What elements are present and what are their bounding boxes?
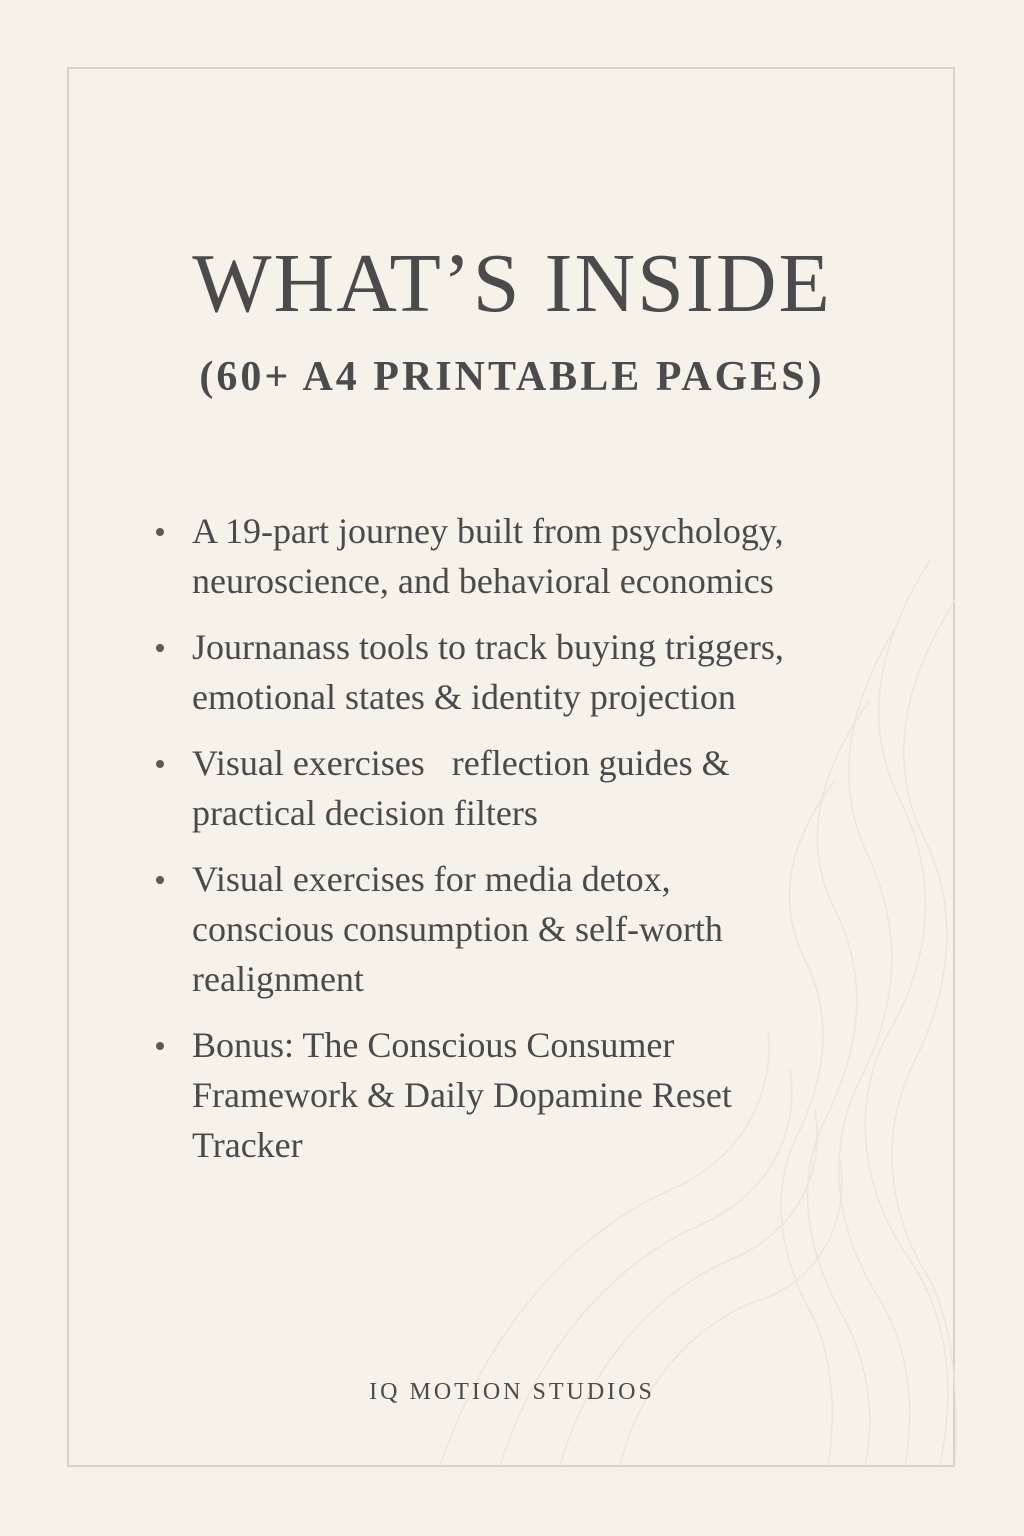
list-item <box>150 622 790 722</box>
list-item-text: Visual exercises reflection guides & practical decision filters <box>192 743 739 833</box>
list-item-text: Bonus: The Conscious Consumer Framework & Daily Dopamine Reset Tracker <box>192 1025 732 1165</box>
bullet-dot-icon <box>156 644 164 652</box>
list-item <box>150 506 790 606</box>
bullet-dot-icon <box>156 760 164 768</box>
list-item <box>150 738 790 838</box>
bullet-dot-icon <box>156 876 164 884</box>
page-subtitle: (60+ A4 PRINTABLE PAGES) <box>199 354 825 400</box>
list-item-text: A 19-part journey built from psychology, neuroscience, and behavioral economics <box>192 511 784 601</box>
page-title: WHAT’S INSIDE <box>192 237 832 330</box>
list-item-text: Journanass tools to track buying triggers, emotional states & identity projection <box>192 627 784 717</box>
list-item-text: Visual exercises for media detox, conscious consumption & self-worth realignment <box>192 859 723 999</box>
bullet-dot-icon <box>156 1042 164 1050</box>
brand-footer: IQ MOTION STUDIOS <box>369 1379 655 1405</box>
bullet-dot-icon <box>156 528 164 536</box>
list-item <box>150 854 790 1004</box>
list-item <box>150 1020 790 1170</box>
features-list <box>150 506 790 1186</box>
